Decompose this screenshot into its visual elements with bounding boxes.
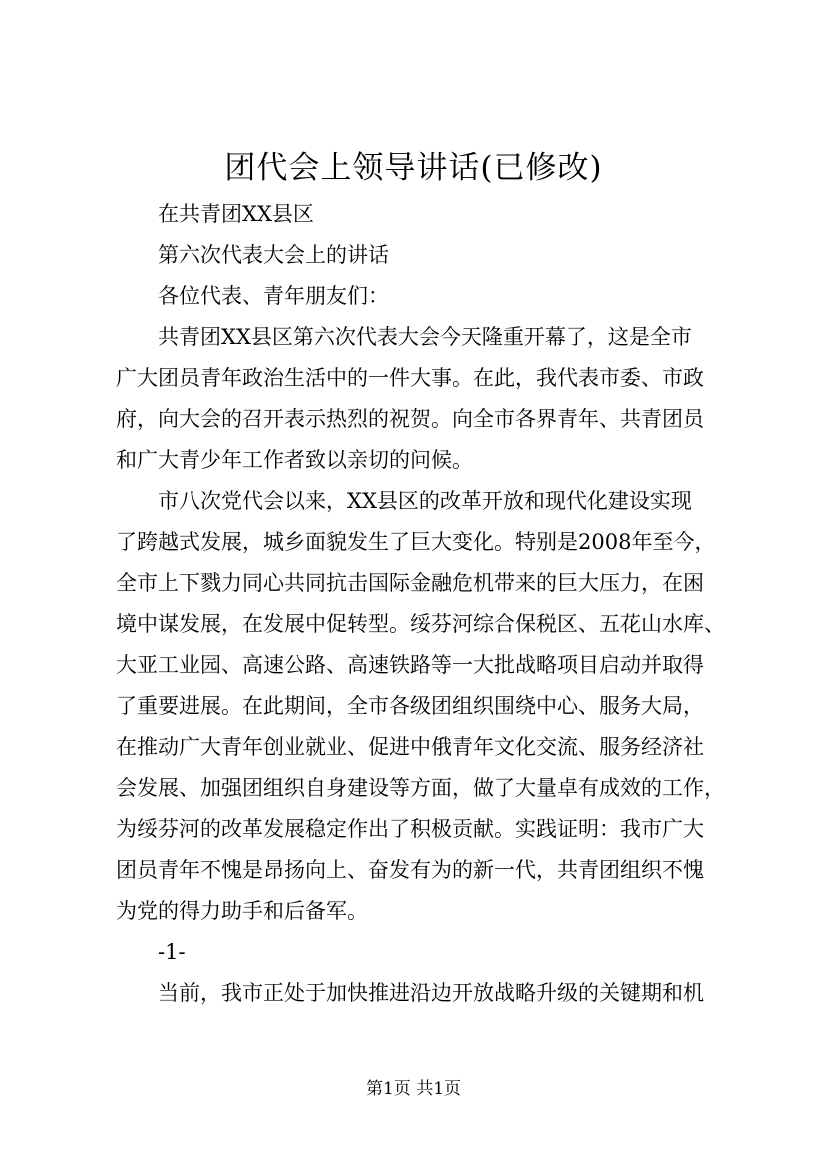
- document-body: [116, 194, 738, 1014]
- body-line: 当前，我市正处于加快推进沿边开放战略升级的关键期和机: [158, 981, 704, 1005]
- body-line: 共青团XX县区第六次代表大会今天隆重开幕了，这是全市: [158, 325, 692, 349]
- body-line: 在共青团XX县区: [158, 202, 314, 226]
- body-line: 了跨越式发展，城乡面貌发生了巨大变化。特别是2008年至今，: [116, 530, 716, 554]
- body-line: 了重要进展。在此期间，全市各级团组织围绕中心、服务大局，: [116, 694, 704, 718]
- body-line: 团员青年不愧是昂扬向上、奋发有为的新一代，共青团组织不愧: [116, 858, 704, 882]
- body-line: 府，向大会的召开表示热烈的祝贺。向全市各界青年、共青团员: [116, 407, 704, 431]
- body-line: 在推动广大青年创业就业、促进中俄青年文化交流、服务经济社: [116, 735, 704, 759]
- body-line: 和广大青少年工作者致以亲切的问候。: [116, 448, 473, 472]
- body-line: 大亚工业园、高速公路、高速铁路等一大批战略项目启动并取得: [116, 653, 704, 677]
- body-line: 为党的得力助手和后备军。: [116, 899, 368, 923]
- document-title: 团代会上领导讲话(已修改): [224, 150, 603, 186]
- body-line: 全市上下戮力同心共同抗击国际金融危机带来的巨大压力，在困: [116, 571, 704, 595]
- body-line: 各位代表、青年朋友们：: [158, 284, 389, 308]
- body-line: 境中谋发展，在发展中促转型。绥芬河综合保税区、五花山水库、: [116, 612, 725, 636]
- body-line: 为绥芬河的改革发展稳定作出了积极贡献。实践证明：我市广大: [116, 817, 704, 841]
- page-marker: -1-: [158, 940, 186, 964]
- body-line: 会发展、加强团组织自身建设等方面，做了大量卓有成效的工作，: [116, 776, 725, 800]
- page-footer: 第1页 共1页: [365, 1079, 462, 1099]
- body-line: 广大团员青年政治生活中的一件大事。在此，我代表市委、市政: [116, 366, 704, 390]
- body-line: 市八次党代会以来，XX县区的改革开放和现代化建设实现: [158, 489, 692, 513]
- body-line: 第六次代表大会上的讲话: [158, 243, 389, 267]
